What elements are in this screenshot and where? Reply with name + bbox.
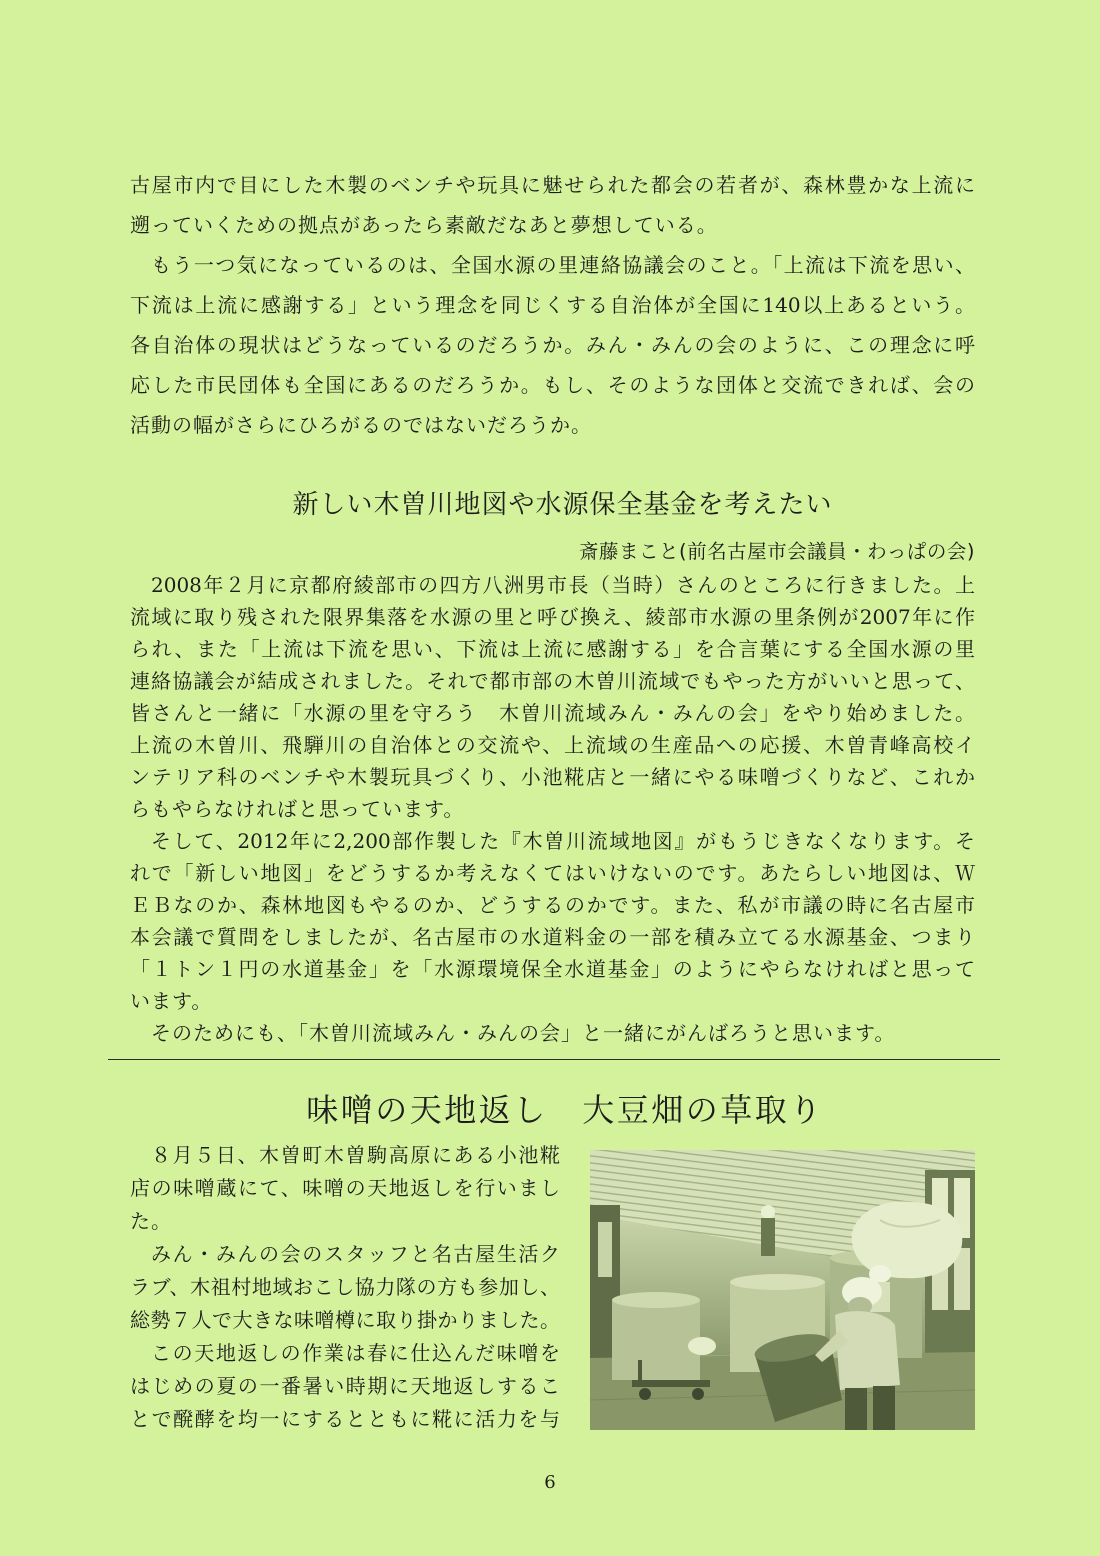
article-line: ンテリア科のベンチや木製玩具づくり、小池糀店と一緒にやる味噌づくりなど、これか [130, 765, 975, 789]
article-line: ＥＢなのか、森林地図もやるのか、どうするのかです。また、私が市議の時に名古屋市 [130, 893, 975, 917]
intro-line: 各自治体の現状はどうなっているのだろうか。みん・みんの会のように、この理念に呼 [130, 333, 975, 357]
article-line: れで「新しい地図」をどうするか考えなくてはいけないのです。あたらしい地図は、Ｗ [130, 861, 975, 885]
miso-storehouse-photo [590, 1150, 975, 1430]
article-line: 連絡協議会が結成されました。それで都市部の木曽川流域でもやった方がいいと思って、 [130, 669, 975, 693]
article-line: らもやらなければと思っています。 [130, 797, 465, 821]
report-line: 店の味噌蔵にて、味噌の天地返しを行いまし [130, 1176, 560, 1200]
report-line: 総勢７人で大きな味噌樽に取り掛かりました。 [130, 1308, 560, 1332]
article-line: 「１トン１円の水道基金」を「水源環境保全水道基金」のようにやらなければと思って [130, 957, 975, 981]
intro-line: 下流は上流に感謝する」という理念を同じくする自治体が全国に140以上あるという。 [130, 293, 975, 317]
report-line: みん・みんの会のスタッフと名古屋生活ク [151, 1242, 560, 1266]
report-line: ラブ、木祖村地域おこし協力隊の方も参加し、 [130, 1275, 560, 1299]
intro-line: 遡っていくための拠点があったら素敵だなあと夢想している。 [130, 213, 718, 237]
report-body [130, 1139, 560, 1436]
article-line: 上流の木曽川、飛騨川の自治体との交流や、上流域の生産品への応援、木曽青峰高校イ [130, 733, 975, 757]
intro-line: 応した市民団体も全国にあるのだろうか。もし、そのような団体と交流できれば、会の [130, 373, 975, 397]
report-line: この天地返しの作業は春に仕込んだ味噌を [151, 1341, 560, 1365]
report-line: はじめの夏の一番暑い時期に天地返しするこ [130, 1374, 560, 1398]
report-line: とで醗酵を均一にするとともに糀に活力を与 [130, 1407, 560, 1431]
article-line: います。 [130, 989, 213, 1013]
article-line: 本会議で質問をしましたが、名古屋市の水道料金の一部を積み立てる水源基金、つまり [130, 925, 975, 949]
article-line: そのためにも、「木曽川流域みん・みんの会」と一緒にがんばろうと思います。 [151, 1021, 896, 1045]
report-line: ８月５日、木曽町木曽駒高原にある小池糀 [151, 1143, 560, 1167]
report-title: 味噌の天地返し 大豆畑の草取り [306, 1091, 824, 1129]
background-worker [761, 1205, 775, 1256]
sack [852, 1201, 963, 1278]
page-number: 6 [544, 1472, 556, 1493]
report-line: た。 [130, 1209, 172, 1233]
intro-section [130, 165, 975, 445]
intro-line: 古屋市内で目にした木製のベンチや玩具に魅せられた都会の若者が、森林豊かな上流に [130, 173, 975, 197]
article-line: 2008年２月に京都府綾部市の四方八洲男市長（当時）さんのところに行きました。上 [151, 573, 975, 597]
article-line: 流域に取り残された限界集落を水源の里と呼び換え、綾部市水源の里条例が2007年に作 [130, 605, 975, 629]
article-title: 新しい木曽川地図や水源保全基金を考えたい [292, 490, 833, 520]
intro-line: 活動の幅がさらにひろがるのではないだろうか。 [130, 413, 592, 437]
article-body [130, 569, 975, 1049]
section-divider [108, 1059, 1000, 1060]
intro-line: もう一つ気になっているのは、全国水源の里連絡協議会のこと。「上流は下流を思い、 [151, 253, 975, 277]
article-line: られ、また「上流は下流を思い、下流は上流に感謝する」を合言葉にする全国水源の里 [130, 637, 975, 661]
article-byline: 斎藤まこと(前名古屋市会議員・わっぱの会) [578, 540, 975, 563]
article-line: そして、2012年に2,200部作製した『木曽川流域地図』がもうじきなくなります。そ [151, 829, 975, 853]
article-line: 皆さんと一緒に「水源の里を守ろう 木曽川流域みん・みんの会」をやり始めました。 [130, 701, 975, 725]
